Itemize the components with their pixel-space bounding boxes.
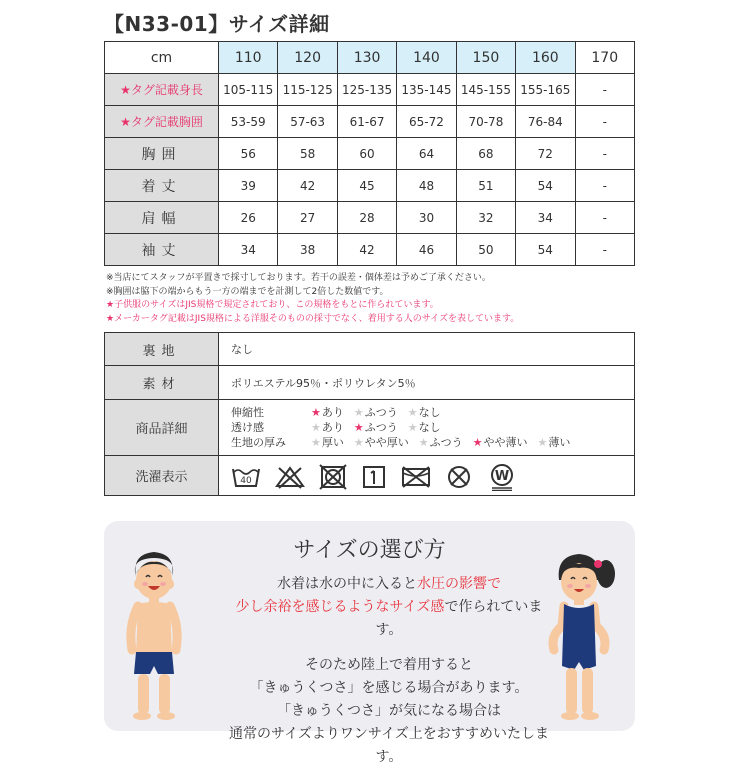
option-text: 厚い (321, 436, 344, 449)
table-cell: 76-84 (516, 106, 575, 138)
detail-key: 伸縮性 (231, 406, 264, 419)
row-label: 着丈 (105, 170, 219, 202)
spec-row-details (105, 400, 635, 456)
star-icon: ★ (537, 436, 548, 449)
table-cell: 65-72 (397, 106, 456, 138)
spec-row-lining (105, 333, 635, 366)
option-text: なし (418, 406, 441, 419)
table-cell: - (575, 106, 634, 138)
table-cell: - (575, 138, 634, 170)
no-tumble-dry-icon (319, 464, 347, 490)
size-130: 130 (337, 42, 396, 74)
size-140: 140 (397, 42, 456, 74)
wash-40-icon (231, 464, 261, 490)
table-cell: 125-135 (337, 74, 396, 106)
no-iron-icon (401, 464, 431, 490)
table-cell: 34 (219, 234, 278, 266)
star-icon: ★ (407, 421, 418, 434)
line-dry-icon (361, 464, 387, 490)
unit-label: cm (105, 42, 219, 74)
row-label: 胸囲 (105, 138, 219, 170)
spec-table (104, 332, 635, 496)
care-cell (219, 456, 635, 496)
table-cell: 42 (337, 234, 396, 266)
detail-sheerness (231, 420, 634, 435)
wet-clean-letter: W (494, 468, 510, 484)
star-icon: ★ (311, 436, 321, 449)
table-cell: 105-115 (219, 74, 278, 106)
option-text: 薄い (548, 436, 571, 449)
table-cell: 42 (278, 170, 337, 202)
table-cell: 58 (278, 138, 337, 170)
option-text: やや厚い (364, 436, 409, 449)
guide-line2-b: で作られています。 (375, 599, 543, 638)
details-label: 商品詳細 (105, 400, 219, 456)
table-row (105, 74, 635, 106)
size-header-row (105, 42, 635, 74)
star-icon: ★ (418, 436, 429, 449)
table-row (105, 234, 635, 266)
option-text: あり (321, 406, 344, 419)
option-text: やや薄い (483, 436, 528, 449)
option-text: ふつう (364, 421, 398, 434)
table-cell: 155-165 (516, 74, 575, 106)
table-cell: 72 (516, 138, 575, 170)
size-table (104, 41, 635, 266)
row-label: ★タグ記載胸囲 (105, 106, 219, 138)
table-row (105, 202, 635, 234)
star-icon: ★ (353, 421, 364, 434)
note-staff-measure: ※当店にてスタッフが平置きで採寸しております。若干の誤差・個体差は予めご了承ください。 (106, 273, 491, 283)
size-120: 120 (278, 42, 337, 74)
option-text: なし (418, 421, 441, 434)
note-jis-standard: ★子供服のサイズはJIS規格で規定されており、この規格をもとに作られています。 (106, 300, 439, 310)
table-cell: 45 (337, 170, 396, 202)
table-cell: 30 (397, 202, 456, 234)
note-maker-tag: ★メーカータグ記載はJIS規格による洋服そのものの採寸でなく、着用する人のサイズを表しています。 (106, 313, 520, 324)
table-row (105, 106, 635, 138)
option-text: ふつう (429, 436, 463, 449)
size-150: 150 (456, 42, 515, 74)
table-cell: 54 (516, 170, 575, 202)
no-bleach-icon (275, 464, 305, 490)
table-cell: 53-59 (219, 106, 278, 138)
lining-label: 裏地 (105, 333, 219, 366)
spec-row-material (105, 366, 635, 400)
wash-temp-label: 40 (240, 475, 252, 486)
option-text: あり (321, 421, 344, 434)
note-chest-measure: ※胸囲は脇下の端からもう一方の端までを計測して2倍した数値です。 (106, 286, 389, 297)
table-cell: 145-155 (456, 74, 515, 106)
size-170: 170 (575, 42, 634, 74)
guide-line2-a: 少し余裕を感じるようなサイズ感 (235, 599, 445, 615)
table-cell: 60 (337, 138, 396, 170)
size-160: 160 (516, 42, 575, 74)
boy-swimmer-illustration (114, 546, 194, 726)
table-cell: 68 (456, 138, 515, 170)
detail-key: 生地の厚み (231, 436, 286, 449)
table-cell: 34 (516, 202, 575, 234)
no-dry-clean-icon (445, 464, 473, 490)
lining-value: なし (219, 333, 635, 366)
table-cell: - (575, 170, 634, 202)
material-label: 素材 (105, 366, 219, 400)
guide-line5: 「きゅうくつさ」が気になる場合は (277, 703, 501, 719)
care-label: 洗濯表示 (105, 456, 219, 496)
size-guide-title: サイズの選び方 (293, 538, 446, 563)
table-cell: 50 (456, 234, 515, 266)
row-label: ★タグ記載身長 (105, 74, 219, 106)
table-cell: 38 (278, 234, 337, 266)
table-cell: - (575, 74, 634, 106)
guide-line1-a: 水着は水の中に入ると (277, 576, 417, 592)
material-value: ポリエステル95％・ポリウレタン5％ (219, 366, 635, 400)
details-cell (219, 400, 635, 456)
guide-line6: 通常のサイズよりワンサイズ上をおすすめいたします。 (229, 726, 549, 765)
table-cell: 61-67 (337, 106, 396, 138)
size-notes (106, 272, 519, 326)
page-title: 【N33-01】サイズ詳細 (104, 12, 330, 36)
star-icon: ★ (353, 436, 364, 449)
row-label: 袖丈 (105, 234, 219, 266)
table-cell: 32 (456, 202, 515, 234)
table-cell: 54 (516, 234, 575, 266)
star-icon: ★ (353, 406, 364, 419)
table-cell: 46 (397, 234, 456, 266)
table-row (105, 138, 635, 170)
size-110: 110 (219, 42, 278, 74)
table-cell: 135-145 (397, 74, 456, 106)
table-cell: - (575, 234, 634, 266)
table-cell: 64 (397, 138, 456, 170)
star-icon: ★ (311, 406, 321, 419)
guide-line4: 「きゅうくつさ」を感じる場合があります。 (249, 680, 529, 696)
option-text: ふつう (364, 406, 398, 419)
detail-thickness (231, 435, 634, 450)
star-icon: ★ (407, 406, 418, 419)
table-cell: 57-63 (278, 106, 337, 138)
table-cell: 56 (219, 138, 278, 170)
detail-stretch (231, 405, 634, 420)
table-cell: 51 (456, 170, 515, 202)
guide-line1-b: 水圧の影響で (417, 576, 501, 592)
table-row (105, 170, 635, 202)
table-cell: 39 (219, 170, 278, 202)
spec-row-care (105, 456, 635, 496)
guide-line3: そのため陸上で着用すると (305, 657, 473, 673)
table-cell: 26 (219, 202, 278, 234)
table-cell: - (575, 202, 634, 234)
table-cell: 115-125 (278, 74, 337, 106)
table-cell: 70-78 (456, 106, 515, 138)
wet-clean-icon (487, 463, 517, 491)
row-label: 肩幅 (105, 202, 219, 234)
star-icon: ★ (472, 436, 483, 449)
size-guide-panel (104, 521, 635, 765)
table-cell: 28 (337, 202, 396, 234)
detail-key: 透け感 (231, 421, 264, 434)
star-icon: ★ (311, 421, 321, 434)
table-cell: 27 (278, 202, 337, 234)
table-cell: 48 (397, 170, 456, 202)
